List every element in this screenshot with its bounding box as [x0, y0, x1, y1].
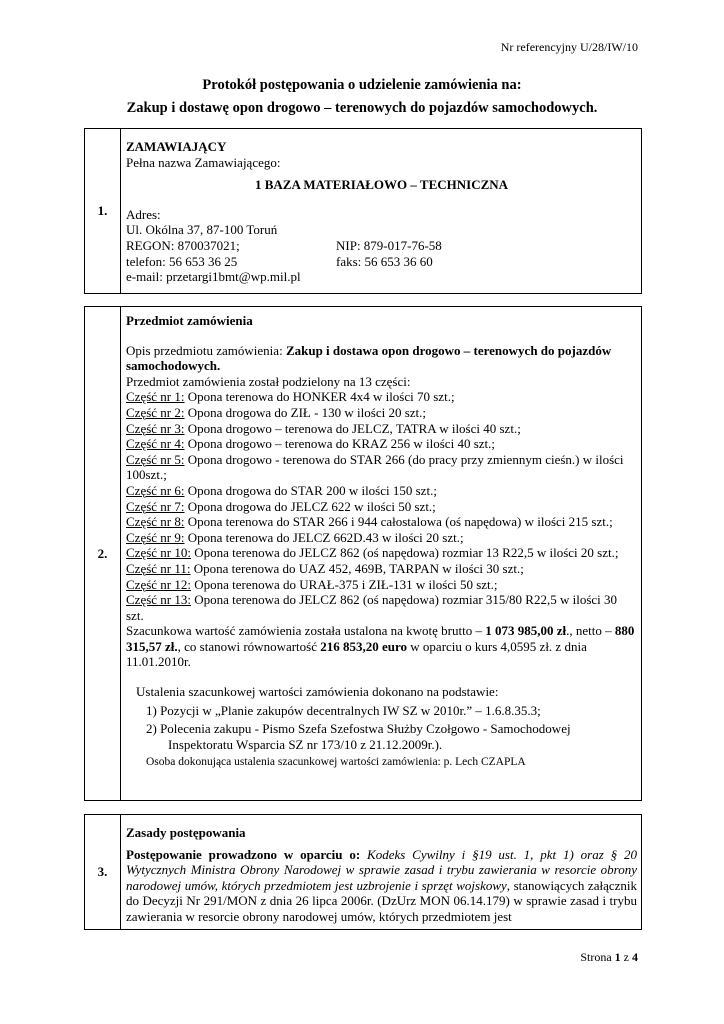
part-item	[126, 530, 637, 546]
part-label: Część nr 3:	[126, 420, 185, 436]
part-item	[126, 436, 637, 452]
legal-basis-rest: , stanowiących załącznik do Decyzji Nr 291/MON z dnia 26 lipca 2006r. (DzUrz MON 06.14.179) w sprawie zasad i trybu zawierania w resorcie obrony narodowej umów, których przedmiotem jest	[126, 877, 637, 924]
part-text: Opona terenowa do STAR 266 i 944 całostalowa (oś napędowa) w ilości 215 szt.;	[184, 514, 613, 530]
subject-description	[126, 343, 637, 374]
page-number	[580, 950, 638, 965]
part-text: Opona drogowo – terenowa do JELCZ, TATRA w ilości 40 szt.;	[184, 420, 521, 436]
part-item	[126, 483, 637, 499]
fax: faks: 56 653 36 60	[336, 253, 433, 269]
section-2-number: 2.	[85, 307, 121, 801]
part-item	[126, 421, 637, 437]
section-1-body	[121, 129, 642, 294]
section-3-heading: Zasady postępowania	[126, 825, 246, 840]
part-item	[126, 389, 637, 405]
phone: telefon: 56 653 36 25	[126, 253, 238, 269]
page-current: 1	[614, 950, 621, 964]
page-total: 4	[632, 950, 638, 964]
subject-description-title: Zakup i dostawa opon drogowo – terenowych do pojazdów samochodowych.	[126, 342, 612, 374]
part-label: Część nr 9:	[126, 529, 185, 545]
basis-item: 2) Polecenia zakupu - Pismo Szefa Szefostwa Służby Czołgowo - Samochodowej Inspektoratu Wsparcia SZ nr 173/10 z 21.12.2009r.).	[146, 721, 571, 752]
section-2-table	[84, 306, 642, 801]
part-item	[126, 514, 637, 530]
legal-basis-italic: Kodeks Cywilny i §19 ust. 1, pkt 1) oraz § 20 Wytycznych Ministra Obrony Narodowej w sprawie zasad i trybu zawierania w resorcie obrony narodowej umów, których przedmiotem jest uzbrojenie i sprzęt wojskowy	[126, 846, 637, 893]
value-text-3: , co stanowi równowartość	[177, 638, 321, 654]
parts-list	[126, 389, 637, 623]
regon-nip-row	[126, 238, 637, 254]
section-3-number: 3.	[85, 815, 121, 930]
part-text: Opona terenowa do URAŁ-375 i ZIŁ-131 w ilości 50 szt.;	[190, 576, 498, 592]
section-3-table	[84, 814, 642, 930]
part-text: Opona drogowa do JELCZ 622 w ilości 50 szt.;	[184, 498, 436, 514]
part-item	[126, 592, 637, 623]
page-label: Strona	[580, 950, 615, 964]
part-text: Opona terenowa do JELCZ 662D.43 w ilości 20 szt.;	[184, 529, 464, 545]
part-label: Część nr 5:	[126, 451, 185, 467]
buyer-name: 1 BAZA MATERIAŁOWO – TECHNICZNA	[254, 177, 509, 193]
part-label: Część nr 10:	[126, 545, 191, 561]
part-text: Opona drogowa do ZIŁ - 130 w ilości 20 szt.;	[184, 404, 427, 420]
part-text: Opona terenowa do UAZ 452, 469B, TARPAN w ilości 30 szt.;	[190, 560, 524, 576]
section-2-heading: Przedmiot zamówienia	[126, 313, 253, 328]
value-text: Szacunkowa wartość zamówienia została ustalona na kwotę brutto –	[126, 623, 486, 639]
part-item	[126, 545, 637, 561]
section-1-heading: ZAMAWIAJĄCY	[126, 139, 227, 154]
value-text-2: ., netto –	[566, 623, 615, 639]
part-label: Część nr 7:	[126, 498, 185, 514]
regon: REGON: 870037021;	[126, 237, 240, 253]
legal-basis-label: Postępowanie prowadzono w oparciu o:	[126, 846, 368, 862]
part-text: Opona drogowa do STAR 200 w ilości 150 szt.;	[184, 482, 437, 498]
part-text: Opona drogowo - terenowa do STAR 266 (do pracy przy zmiennym cieśn.) w ilości 100szt.;	[126, 451, 624, 483]
reference-number: Nr referencyjny U/28/IW/10	[500, 40, 638, 54]
part-item	[126, 499, 637, 515]
part-text: Opona terenowa do JELCZ 862 (oś napędowa) rozmiar 13 R22,5 w ilości 20 szt.;	[190, 545, 619, 561]
estimated-value	[126, 623, 637, 670]
value-net: 880 315,57 zł.	[126, 623, 635, 654]
value-gross: 1 073 985,00 zł	[485, 623, 567, 639]
part-item	[126, 561, 637, 577]
value-euro: 216 853,20 euro	[320, 638, 408, 654]
part-label: Część nr 12:	[126, 576, 191, 592]
section-1-table	[84, 128, 642, 294]
part-text: Opona terenowa do JELCZ 862 (oś napędowa) rozmiar 315/80 R22,5 w ilości 30 szt.	[126, 592, 618, 623]
parts-intro: Przedmiot zamówienia został podzielony na 13 części:	[126, 373, 411, 389]
part-label: Część nr 4:	[126, 436, 185, 452]
address-street: Ul. Okólna 37, 87-100 Toruń	[126, 222, 278, 238]
document-title: Protokół postępowania o udzielenie zamówienia na:	[202, 77, 522, 93]
part-label: Część nr 13:	[126, 592, 191, 608]
section-2-body	[121, 307, 642, 801]
page-of: z	[620, 950, 632, 964]
address-label: Adres:	[126, 206, 161, 222]
basis-list	[146, 703, 637, 753]
part-text: Opona drogowo – terenowa do KRAZ 256 w ilości 40 szt.;	[184, 436, 495, 452]
part-item	[126, 577, 637, 593]
value-text-4: w oparciu o kurs 4,0595 zł. z dnia 11.01.2010r.	[126, 638, 587, 670]
phone-fax-row	[126, 254, 637, 270]
part-label: Część nr 11:	[126, 560, 191, 576]
basis-intro: Ustalenia szacunkowej wartości zamówienia dokonano na podstawie:	[136, 684, 499, 700]
part-label: Część nr 6:	[126, 482, 185, 498]
part-label: Część nr 2:	[126, 404, 185, 420]
full-name-label: Pełna nazwa Zamawiającego:	[126, 154, 281, 170]
part-label: Część nr 8:	[126, 514, 185, 530]
section-3-paragraph	[126, 847, 637, 925]
part-text: Opona terenowa do HONKER 4x4 w ilości 70 szt.;	[184, 389, 455, 405]
nip: NIP: 879-017-76-58	[336, 237, 442, 253]
email: e-mail: przetargi1bmt@wp.mil.pl	[126, 269, 301, 285]
basis-item: 1) Pozycji w „Planie zakupów decentralnych IW SZ w 2010r.” – 1.6.8.35.3;	[146, 702, 541, 718]
part-item	[126, 452, 637, 483]
document-subtitle: Zakup i dostawę opon drogowo – terenowych do pojazdów samochodowych.	[126, 100, 598, 116]
section-3-body	[121, 815, 642, 930]
section-1-number: 1.	[85, 129, 121, 294]
subject-description-label: Opis przedmiotu zamówienia:	[126, 342, 286, 358]
part-label: Część nr 1:	[126, 389, 185, 405]
estimator-person: Osoba dokonująca ustalenia szacunkowej wartości zamówienia: p. Lech CZAPLA	[146, 756, 526, 769]
part-item	[126, 405, 637, 421]
